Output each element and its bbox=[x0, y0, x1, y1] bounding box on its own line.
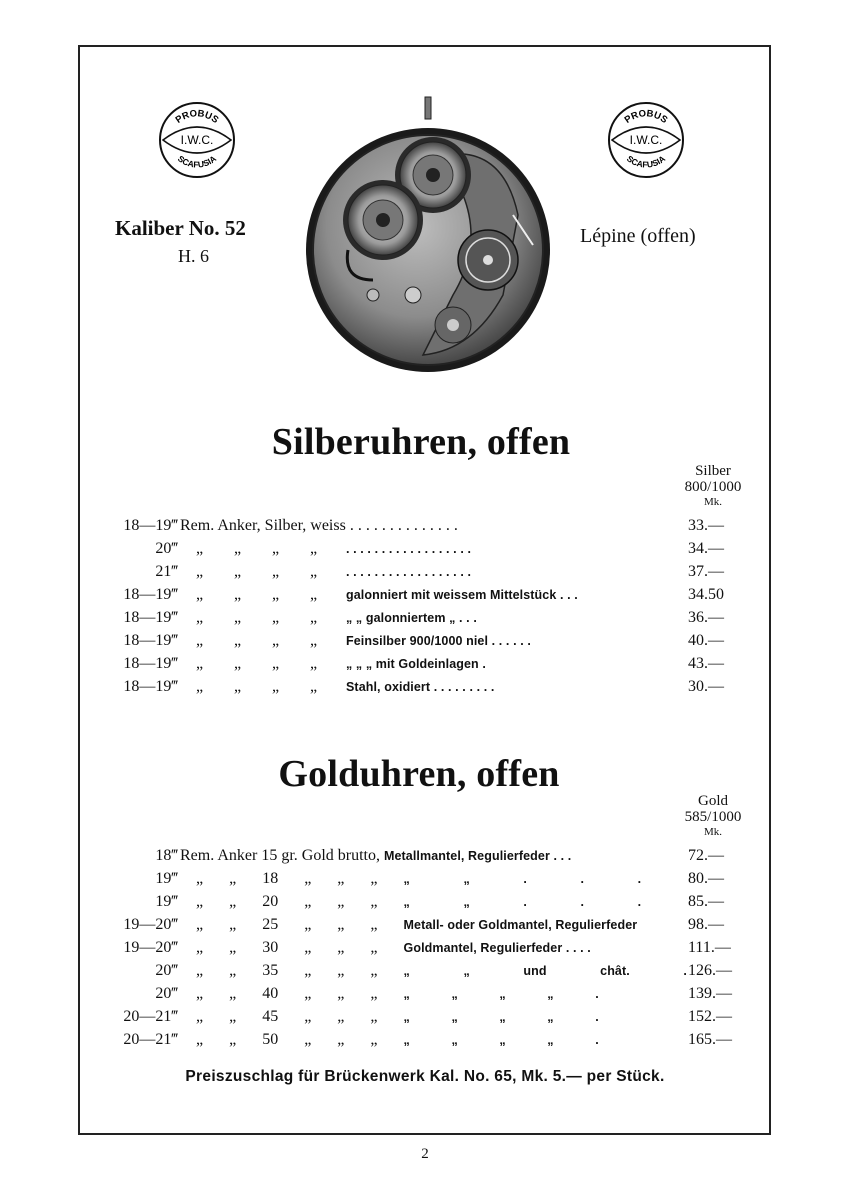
price-cell: 80.— bbox=[688, 870, 724, 887]
ditto-mark: „ bbox=[196, 632, 204, 649]
table-row bbox=[0, 632, 850, 654]
description-cell bbox=[196, 563, 471, 581]
price-cell: 36.— bbox=[688, 609, 724, 626]
silver-column-header bbox=[663, 463, 763, 509]
size-cell: 18—19‴ bbox=[123, 609, 178, 626]
ditto-mark: „ bbox=[196, 678, 204, 695]
gold-column-header bbox=[663, 793, 763, 839]
condition-text: „ „ galonniertem „ . . . bbox=[346, 611, 477, 625]
description-cell bbox=[196, 893, 641, 911]
size-cell: 18—19‴ bbox=[123, 586, 178, 603]
table-row bbox=[0, 517, 850, 539]
ditto-mark: „ bbox=[272, 609, 280, 626]
price-cell: 126.— bbox=[688, 962, 732, 979]
ditto-mark: „ bbox=[310, 540, 318, 557]
ditto-mark: „ bbox=[234, 678, 242, 695]
silver-colhead-line2: 800/1000 bbox=[684, 479, 742, 495]
table-row bbox=[0, 1008, 850, 1030]
size-cell: 19—20‴ bbox=[123, 939, 178, 956]
description-cell bbox=[180, 847, 571, 865]
caliber-subtitle: H. 6 bbox=[178, 246, 209, 266]
table-row bbox=[0, 540, 850, 562]
table-row bbox=[0, 563, 850, 585]
svg-text:PROBUS: PROBUS bbox=[622, 108, 670, 126]
svg-text:SCAFUSIA: SCAFUSIA bbox=[175, 153, 219, 170]
svg-text:SCAFUSIA: SCAFUSIA bbox=[624, 153, 668, 170]
table-row bbox=[0, 609, 850, 631]
description-cell bbox=[196, 962, 687, 980]
condition-text: „ „ „ „ . bbox=[403, 1033, 599, 1047]
lead-text: „ „ 20 „ „ „ bbox=[196, 893, 378, 910]
ditto-mark: „ bbox=[234, 586, 242, 603]
ditto-mark: „ bbox=[196, 655, 204, 672]
price-cell: 152.— bbox=[688, 1008, 732, 1025]
ditto-mark: „ bbox=[234, 632, 242, 649]
ditto-mark: „ bbox=[196, 563, 204, 580]
condition-text: „ „ „ „ . bbox=[403, 987, 599, 1001]
condition-text: Metallmantel, Regulierfeder . . . bbox=[383, 849, 572, 863]
condition-text: „ „ „ „ . bbox=[403, 1010, 599, 1024]
size-cell: 18—19‴ bbox=[123, 678, 178, 695]
ditto-mark: „ bbox=[234, 609, 242, 626]
price-cell: 37.— bbox=[688, 563, 724, 580]
ditto-mark: „ bbox=[310, 678, 318, 695]
footer-note: Preiszuschlag für Brückenwerk Kal. No. 65, Mk. 5.— per Stück. bbox=[185, 1068, 665, 1085]
description-cell bbox=[196, 586, 578, 604]
condition-text: „ „ . . . bbox=[403, 895, 642, 909]
table-row bbox=[0, 962, 850, 984]
lead-text: „ „ 50 „ „ „ bbox=[196, 1031, 378, 1048]
watch-movement-illustration bbox=[303, 95, 553, 375]
table-row bbox=[0, 586, 850, 608]
ditto-mark: „ bbox=[272, 632, 280, 649]
lead-text: „ „ 45 „ „ „ bbox=[196, 1008, 378, 1025]
table-row bbox=[0, 1031, 850, 1053]
price-cell: 30.— bbox=[688, 678, 724, 695]
condition-text: „ „ „ mit Goldeinlagen . bbox=[346, 657, 486, 671]
gold-colhead-line2: 585/1000 bbox=[684, 809, 742, 825]
condition-text: Goldmantel, Regulierfeder . . . . bbox=[403, 941, 591, 955]
lead-text: „ „ 35 „ „ „ bbox=[196, 962, 378, 979]
condition-text: „ „ und chât. . bbox=[403, 964, 687, 978]
table-row bbox=[0, 870, 850, 892]
size-cell: 18‴ bbox=[155, 847, 178, 864]
table-row bbox=[0, 916, 850, 938]
ditto-mark: „ bbox=[272, 540, 280, 557]
ditto-mark: „ bbox=[234, 563, 242, 580]
description-cell bbox=[196, 985, 599, 1003]
ditto-mark: „ bbox=[310, 632, 318, 649]
iwc-seal-left-icon bbox=[157, 100, 237, 180]
price-cell: 43.— bbox=[688, 655, 724, 672]
condition-text: Stahl, oxidiert . . . . . . . . . bbox=[346, 680, 495, 694]
svg-text:I.W.C.: I.W.C. bbox=[180, 133, 214, 147]
condition-text: „ „ . . . bbox=[403, 872, 642, 886]
ditto-mark: „ bbox=[196, 609, 204, 626]
lead-text: „ „ 40 „ „ „ bbox=[196, 985, 378, 1002]
ditto-mark: „ bbox=[310, 586, 318, 603]
ditto-mark: „ bbox=[234, 655, 242, 672]
silver-heading: Silberuhren, offen bbox=[271, 421, 571, 463]
ditto-mark: „ bbox=[234, 540, 242, 557]
lead-text: „ „ 30 „ „ „ bbox=[196, 939, 378, 956]
lead-text: „ „ 25 „ „ „ bbox=[196, 916, 378, 933]
price-cell: 165.— bbox=[688, 1031, 732, 1048]
price-cell: 34.50 bbox=[688, 586, 724, 603]
iwc-seal-right-icon bbox=[606, 100, 686, 180]
table-row bbox=[0, 847, 850, 869]
gold-heading: Golduhren, offen bbox=[278, 753, 560, 795]
condition-text: Metall- oder Goldmantel, Regulierfeder bbox=[403, 918, 638, 932]
ditto-mark: „ bbox=[196, 540, 204, 557]
size-cell: 18—19‴ bbox=[123, 655, 178, 672]
price-cell: 139.— bbox=[688, 985, 732, 1002]
size-cell: 18—19‴ bbox=[123, 632, 178, 649]
silver-colhead-unit: Mk. bbox=[703, 496, 723, 508]
price-cell: 34.— bbox=[688, 540, 724, 557]
size-cell: 19‴ bbox=[155, 870, 178, 887]
table-row bbox=[0, 985, 850, 1007]
lead-text: „ „ 18 „ „ „ bbox=[196, 870, 378, 887]
description-cell bbox=[196, 939, 591, 957]
size-cell: 19—20‴ bbox=[123, 916, 178, 933]
description-cell bbox=[196, 632, 531, 650]
ditto-mark: „ bbox=[272, 563, 280, 580]
description-cell bbox=[196, 540, 471, 558]
case-style-label: Lépine (offen) bbox=[580, 225, 696, 247]
price-cell: 72.— bbox=[688, 847, 724, 864]
description-cell bbox=[196, 1008, 599, 1026]
ditto-mark: „ bbox=[196, 586, 204, 603]
condition-text: . . . . . . . . . . . . . . . . . . bbox=[346, 565, 472, 579]
price-cell: 85.— bbox=[688, 893, 724, 910]
size-cell: 20—21‴ bbox=[123, 1008, 178, 1025]
condition-text: Feinsilber 900/1000 niel . . . . . . bbox=[346, 634, 531, 648]
condition-text: . . . . . . . . . . . . . . . . . . bbox=[346, 542, 472, 556]
description-cell bbox=[196, 678, 494, 696]
gold-colhead-line1: Gold bbox=[698, 793, 728, 809]
ditto-mark: „ bbox=[272, 655, 280, 672]
ditto-mark: „ bbox=[272, 678, 280, 695]
lead-text: Rem. Anker 15 gr. Gold brutto, bbox=[180, 847, 380, 864]
page-number: 2 bbox=[421, 1146, 429, 1162]
silver-colhead-line1: Silber bbox=[695, 463, 731, 479]
size-cell: 20—21‴ bbox=[123, 1031, 178, 1048]
price-cell: 98.— bbox=[688, 916, 724, 933]
table-row bbox=[0, 893, 850, 915]
price-cell: 111.— bbox=[688, 939, 731, 956]
table-row bbox=[0, 678, 850, 700]
size-cell: 21‴ bbox=[155, 563, 178, 580]
size-cell: 18—19‴ bbox=[123, 517, 178, 534]
description-cell bbox=[196, 870, 641, 888]
gold-colhead-unit: Mk. bbox=[703, 826, 723, 838]
ditto-mark: „ bbox=[310, 655, 318, 672]
size-cell: 19‴ bbox=[155, 893, 178, 910]
description-cell bbox=[196, 655, 486, 673]
condition-text: galonniert mit weissem Mittelstück . . . bbox=[346, 588, 578, 602]
description-cell bbox=[196, 1031, 599, 1049]
price-cell: 40.— bbox=[688, 632, 724, 649]
table-row bbox=[0, 939, 850, 961]
size-cell: 20‴ bbox=[155, 540, 178, 557]
svg-text:I.W.C.: I.W.C. bbox=[629, 133, 663, 147]
ditto-mark: „ bbox=[310, 563, 318, 580]
caliber-title: Kaliber No. 52 bbox=[115, 216, 246, 240]
description-cell bbox=[196, 916, 637, 934]
svg-text:PROBUS: PROBUS bbox=[173, 108, 221, 126]
size-cell: 20‴ bbox=[155, 985, 178, 1002]
ditto-mark: „ bbox=[310, 609, 318, 626]
ditto-mark: „ bbox=[272, 586, 280, 603]
size-cell: 20‴ bbox=[155, 962, 178, 979]
table-row bbox=[0, 655, 850, 677]
description-cell bbox=[196, 609, 477, 627]
description-cell: Rem. Anker, Silber, weiss . . . . . . . . . . . . . . bbox=[180, 517, 458, 534]
price-cell: 33.— bbox=[688, 517, 724, 534]
